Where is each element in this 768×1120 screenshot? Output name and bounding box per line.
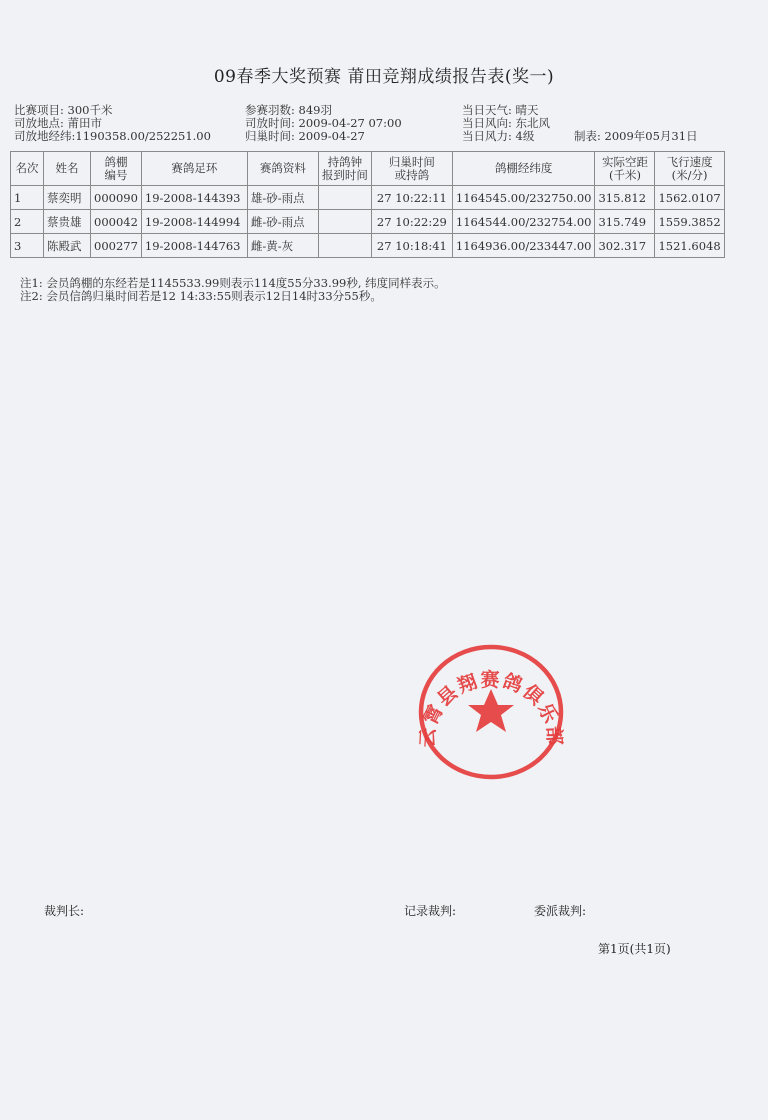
header-clock-time: 持鸽钟 报到时间 <box>318 152 371 186</box>
cell-clock-time <box>318 234 371 258</box>
seal-star-icon <box>468 689 514 732</box>
report-title: 09春季大奖预赛 莆田竞翔成绩报告表(奖一) <box>213 67 555 87</box>
cell-loft-no: 000042 <box>91 210 142 234</box>
header-rank: 名次 <box>11 152 44 186</box>
cell-clock-time <box>318 210 371 234</box>
note-1: 注1: 会员鸽棚的东经若是1145533.99则表示114度55分33.99秒, 纬度同样表示。 <box>20 276 446 290</box>
info-made-date: 制表: 2009年05月31日 <box>574 129 698 143</box>
results-table <box>10 151 725 258</box>
page-number: 第1页(共1页) <box>598 942 671 956</box>
cell-clock-time <box>318 186 371 210</box>
cell-return-time: 27 10:22:29 <box>371 210 452 234</box>
seal-text: 云霄县翔赛鸽俱乐部 <box>416 668 566 748</box>
cell-pigeon-info: 雄-砂-雨点 <box>247 186 318 210</box>
header-name: 姓名 <box>44 152 91 186</box>
chief-referee-label: 裁判长: <box>44 904 85 918</box>
table-header-row <box>11 152 725 186</box>
cell-loft-coords: 1164544.00/232754.00 <box>452 210 595 234</box>
cell-name: 陈殿武 <box>44 234 91 258</box>
cell-loft-no: 000277 <box>91 234 142 258</box>
cell-loft-no: 000090 <box>91 186 142 210</box>
recording-referee-label: 记录裁判: <box>404 904 457 918</box>
info-release-coords: 司放地经纬:1190358.00/252251.00 <box>14 129 211 143</box>
cell-distance: 302.317 <box>595 234 655 258</box>
cell-rank: 1 <box>11 186 44 210</box>
info-release-site: 司放地点: 莆田市 <box>14 116 103 130</box>
cell-pigeon-info: 雌-砂-雨点 <box>247 210 318 234</box>
cell-distance: 315.812 <box>595 186 655 210</box>
cell-ring: 19-2008-144763 <box>141 234 247 258</box>
club-seal-stamp <box>416 642 566 782</box>
cell-return-time: 27 10:18:41 <box>371 234 452 258</box>
cell-speed: 1562.0107 <box>655 186 724 210</box>
info-event: 比赛项目: 300千米 <box>14 103 113 117</box>
header-distance: 实际空距 (千米) <box>595 152 655 186</box>
info-entries: 参赛羽数: 849羽 <box>245 103 332 117</box>
cell-pigeon-info: 雌-黄-灰 <box>247 234 318 258</box>
header-loft-coords: 鸽棚经纬度 <box>452 152 595 186</box>
cell-speed: 1521.6048 <box>655 234 724 258</box>
cell-name: 蔡贵雄 <box>44 210 91 234</box>
cell-name: 蔡奕明 <box>44 186 91 210</box>
cell-return-time: 27 10:22:11 <box>371 186 452 210</box>
assigned-referee-label: 委派裁判: <box>534 904 587 918</box>
header-ring: 赛鸽足环 <box>141 152 247 186</box>
info-weather: 当日天气: 晴天 <box>462 103 539 117</box>
table-row <box>11 210 725 234</box>
info-wind-force: 当日风力: 4级 <box>462 129 535 143</box>
cell-ring: 19-2008-144994 <box>141 210 247 234</box>
info-wind-direction: 当日风向: 东北风 <box>462 116 551 130</box>
header-return-time: 归巢时间 或持鸽 <box>371 152 452 186</box>
table-row <box>11 186 725 210</box>
info-return-time: 归巢时间: 2009-04-27 <box>245 129 365 143</box>
note-2: 注2: 会员信鸽归巢时间若是12 14:33:55则表示12日14时33分55秒。 <box>20 289 382 303</box>
info-release-time: 司放时间: 2009-04-27 07:00 <box>245 116 402 130</box>
header-loft-no: 鸽棚 编号 <box>91 152 142 186</box>
cell-rank: 2 <box>11 210 44 234</box>
table-row <box>11 234 725 258</box>
header-pigeon-info: 赛鸽资料 <box>247 152 318 186</box>
cell-ring: 19-2008-144393 <box>141 186 247 210</box>
cell-speed: 1559.3852 <box>655 210 724 234</box>
cell-loft-coords: 1164545.00/232750.00 <box>452 186 595 210</box>
cell-loft-coords: 1164936.00/233447.00 <box>452 234 595 258</box>
cell-distance: 315.749 <box>595 210 655 234</box>
header-speed: 飞行速度 (米/分) <box>655 152 724 186</box>
cell-rank: 3 <box>11 234 44 258</box>
